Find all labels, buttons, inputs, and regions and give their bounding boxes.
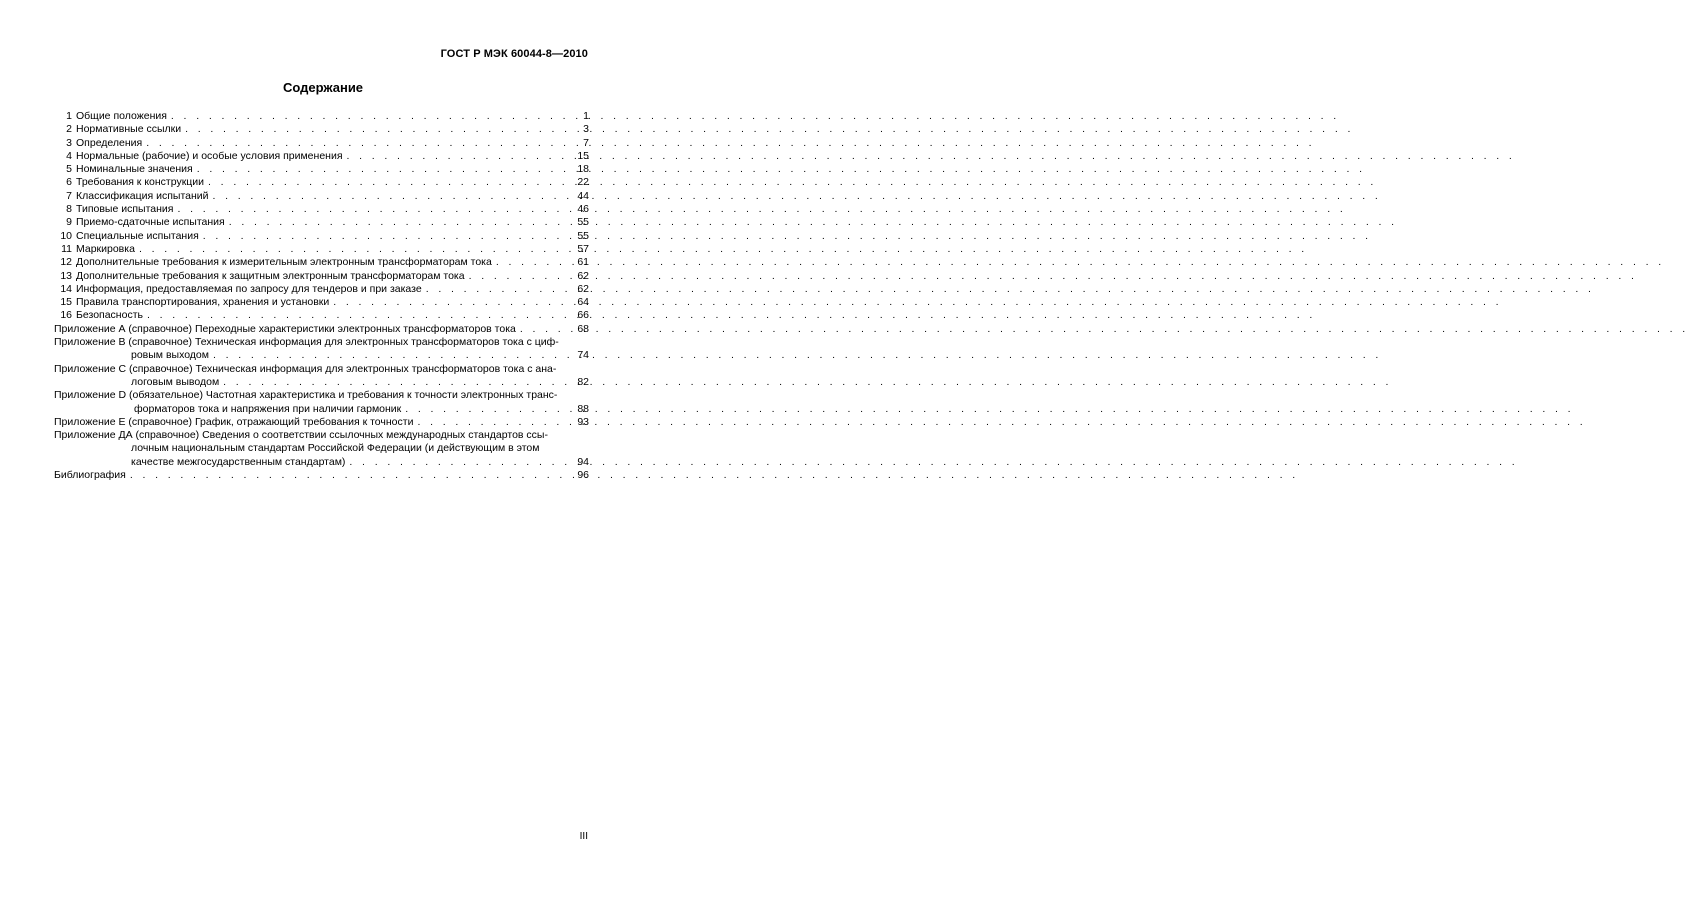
page-ref: 55 [577,216,589,229]
table-of-contents [54,110,589,482]
annex-title-line: Приложение Е (справочное) График, отражающий требования к точности [54,415,414,428]
dot-leader [208,176,563,189]
page-ref: 18 [577,163,589,176]
annex-line [54,456,589,469]
annex-title-line: Приложение ДА (справочное) Сведения о соответствии ссылочных международных стандартов ссы- [54,429,548,442]
dot-leader [223,376,563,389]
section-title: Правила транспортирования, хранения и установки [76,296,330,309]
toc-entry[interactable] [54,283,589,296]
dot-leader [347,150,563,163]
toc-entry[interactable] [54,270,589,283]
section-number: 9 [66,216,72,229]
page-ref: 96 [577,469,589,482]
annex-title-line: Приложение А (справочное) Переходные характеристики электронных трансформаторов тока [54,322,516,335]
section-title: Приемо-сдаточные испытания [76,216,225,229]
section-number: 4 [66,149,72,162]
section-number: 10 [60,229,72,242]
toc-entry[interactable] [54,243,589,256]
section-number: 16 [60,309,72,322]
section-title: Нормальные (рабочие) и особые условия применения [76,149,343,162]
section-title: Общие положения [76,110,167,122]
bibliography-title: Библиография [54,469,126,482]
toc-entry[interactable] [54,216,589,229]
contents-title: Содержание [282,80,364,95]
annex-entry[interactable] [54,323,589,336]
section-title: Нормативные ссылки [76,123,182,136]
annex-entry[interactable] [54,389,589,416]
page-ref: 62 [577,269,589,282]
page-ref: 68 [577,322,589,335]
page-ref: 82 [577,375,589,388]
section-number: 8 [66,203,72,216]
dot-leader [185,123,563,136]
dot-leader [405,403,563,416]
dot-leader [146,137,563,150]
annex-line [54,349,589,362]
section-number: 5 [66,163,72,176]
annex-title-line: Приложение D (обязательное) Частотная характеристика и требования к точности электронных транс- [54,389,558,402]
dot-leader [171,110,563,123]
dot-leader [197,163,563,176]
annex-title-line: качестве межгосударственным стандартам) [131,455,346,468]
toc-entry[interactable] [54,256,589,269]
section-title: Дополнительные требования к защитным электронным трансформаторам тока [76,269,465,282]
annex-title-line: лочным национальным стандартам Российской Федерации (и действующим в этом [131,442,540,455]
annex-line [54,403,589,416]
section-title: Классификация испытаний [76,189,209,202]
section-title: Информация, предоставляемая по запросу для тендеров и при заказе [76,282,422,295]
annex-title-line: Приложение В (справочное) Техническая информация для электронных трансформаторов тока с циф- [54,336,559,349]
dot-leader [349,456,563,469]
toc-entry[interactable] [54,190,589,203]
page-ref: 55 [577,229,589,242]
section-number: 1 [66,110,72,122]
page-ref: 57 [577,242,589,255]
dot-leader [229,216,563,229]
page-ref: 7 [583,136,589,149]
dot-leader [203,230,563,243]
dot-leader [417,416,563,429]
dot-leader [426,283,563,296]
annex-entry[interactable] [54,336,589,363]
section-title: Типовые испытания [76,203,174,216]
page-ref: 64 [577,296,589,309]
page-ref: 3 [583,123,589,136]
annex-line [54,323,589,336]
section-title: Специальные испытания [76,229,199,242]
dot-leader [520,323,563,336]
section-number: 11 [61,242,72,255]
toc-entry[interactable] [54,309,589,322]
section-number: 15 [60,296,72,309]
section-number: 12 [60,256,72,269]
page-ref: 74 [577,349,589,362]
section-number: 2 [66,123,72,136]
page-ref: 93 [577,415,589,428]
toc-entry[interactable] [54,123,589,136]
section-title: Маркировка [76,242,135,255]
section-title: Номинальные значения [76,163,193,176]
page-ref: 61 [577,256,589,269]
section-number: 14 [60,282,72,295]
toc-entry[interactable] [54,110,589,123]
toc-entry[interactable] [54,203,589,216]
section-title: Безопасность [76,309,143,322]
annex-entry[interactable] [54,416,589,429]
bibliography-entry[interactable] [54,469,589,482]
dot-leader [213,349,563,362]
section-number: 3 [66,136,72,149]
page-ref: 44 [577,189,589,202]
document-standard-header: ГОСТ Р МЭК 60044-8—2010 [440,48,588,60]
dot-leader [147,309,563,322]
annex-title-line: ровым выходом [131,349,209,362]
section-number: 6 [66,176,72,189]
annex-line [54,376,589,389]
dot-leader [177,203,563,216]
toc-entry[interactable] [54,163,589,176]
toc-entry[interactable] [54,296,589,309]
page-ref: 62 [577,282,589,295]
section-title: Требования к конструкции [76,176,205,189]
page-ref: 22 [577,176,589,189]
toc-entry[interactable] [54,176,589,189]
page-number: III [579,831,588,842]
annex-title-line: Приложение С (справочное) Техническая информация для электронных трансформаторов тока с ана- [54,362,557,375]
page-ref: 46 [577,203,589,216]
section-number: 7 [66,189,72,202]
dot-leader [333,296,563,309]
dot-leader [130,469,563,482]
toc-entry[interactable] [54,150,589,163]
page-ref: 1 [583,110,589,122]
section-title: Дополнительные требования к измерительным электронным трансформаторам тока [76,256,492,269]
dot-leader [213,190,563,203]
page-ref: 94 [577,455,589,468]
toc-entry[interactable] [54,230,589,243]
section-title: Определения [76,136,143,149]
dot-leader [496,256,563,269]
annex-line [54,416,589,429]
dot-leader [469,270,563,283]
annex-title-line: форматоров тока и напряжения при наличии гармоник [134,402,402,415]
page-ref: 15 [577,149,589,162]
section-number: 13 [60,269,72,282]
page-ref: 66 [577,309,589,322]
annex-title-line: логовым выводом [131,375,220,388]
page-ref: 88 [577,402,589,415]
toc-entry[interactable] [54,137,589,150]
annex-entry[interactable] [54,363,589,390]
dot-leader [139,243,563,256]
annex-entry[interactable] [54,429,589,469]
